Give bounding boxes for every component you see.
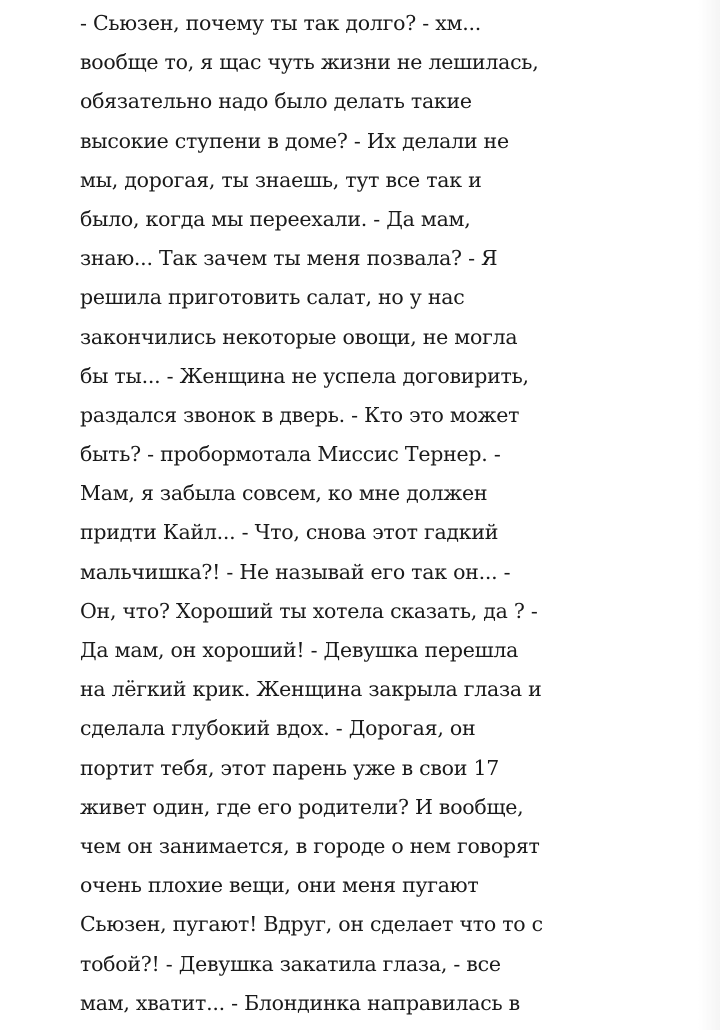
text-line: Да мам, он хороший! - Девушка перешла (80, 638, 519, 662)
text-line: живет один, где его родители? И вообще, (80, 794, 524, 819)
text-line: тобой?! - Девушка закатила глаза, - все (80, 951, 501, 976)
text-line: сделала глубокий вдох. - Дорогая, он (80, 716, 476, 741)
text-line: Сьюзен, пугают! Вдруг, он сделает что то с (80, 912, 543, 937)
text-line: быть? - пробормотала Миссис Тернер. - (80, 442, 501, 467)
text-line: очень плохие вещи, они меня пугают (80, 873, 479, 898)
text-line: бы ты... - Женщина не успела договирить, (80, 363, 529, 388)
text-line: было, когда мы переехали. - Да мам, (80, 206, 471, 231)
story-text (80, 0, 640, 1023)
text-line: знаю... Так зачем ты меня позвала? - Я (80, 246, 498, 271)
text-line: раздался звонок в дверь. - Кто это может (80, 402, 520, 427)
text-line: обязательно надо было делать такие (80, 89, 472, 114)
text-line: мы, дорогая, ты знаешь, тут все так и (80, 167, 482, 192)
text-line: высокие ступени в доме? - Их делали не (80, 128, 509, 153)
text-line: Мам, я забыла совсем, ко мне должен (80, 481, 488, 506)
text-line: мальчишка?! - Не называй его так он... - (80, 559, 511, 584)
text-line: вообще то, я щас чуть жизни не лешилась, (80, 50, 539, 75)
text-line: закончились некоторые овощи, не могла (80, 324, 518, 349)
text-line: портит тебя, этот парень уже в свои 17 (80, 755, 500, 780)
text-line: решила приготовить салат, но у нас (80, 285, 465, 310)
text-line: на лёгкий крик. Женщина закрыла глаза и (80, 677, 542, 702)
text-line: - Сьюзен, почему ты так долго? - хм... (80, 11, 482, 35)
text-line: Он, что? Хороший ты хотела сказать, да ? - (80, 598, 538, 623)
text-line: чем он занимается, в городе о нем говорят (80, 833, 540, 858)
text-line: придти Кайл... - Что, снова этот гадкий (80, 520, 499, 545)
page-edge-shadow (698, 0, 720, 1030)
text-line: мам, хватит... - Блондинка направилась в (80, 990, 520, 1015)
